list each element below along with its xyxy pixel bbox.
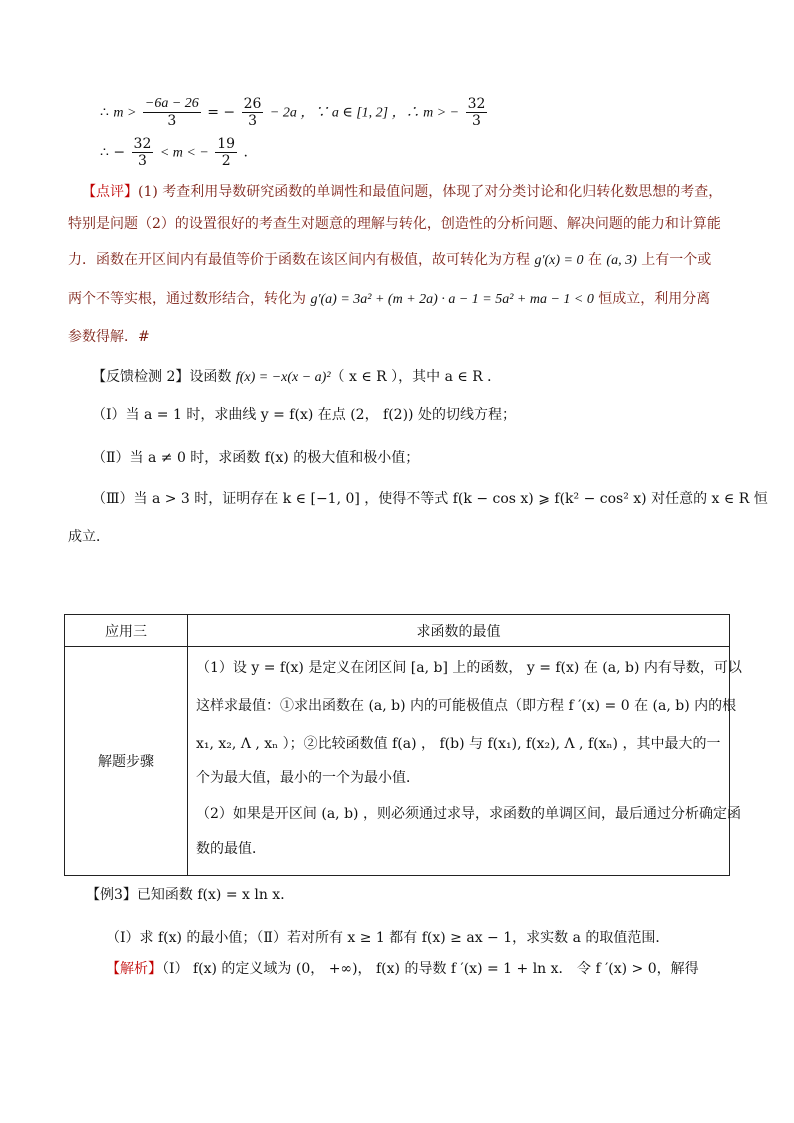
example-question bbox=[106, 927, 669, 949]
fraction-4-denominator: 3 bbox=[138, 153, 147, 169]
fraction-2-numerator: 26 bbox=[243, 96, 262, 112]
solution-line-1 bbox=[100, 96, 489, 129]
feedback-q3-cont-text: 成立． bbox=[68, 529, 110, 545]
comment-text-3c: 上有一个或 bbox=[636, 252, 712, 268]
feedback-domain: （ x ∈ R ），其中 a ∈ R ． bbox=[330, 369, 502, 385]
period: . bbox=[243, 144, 248, 161]
comment-tag: 【点评】 bbox=[82, 184, 138, 200]
example-text: 已知函数 f(x) = x ln x． bbox=[136, 887, 295, 903]
example-heading bbox=[86, 884, 294, 906]
comment-text-4a: 两个不等实根，通过数形结合，转化为 bbox=[68, 291, 311, 307]
step1-line2: 这样求最值：①求出函数在 (a, b) 内的可能极值点（即方程 f ′(x) = 0 在 (a, b) 内的根 bbox=[196, 698, 737, 714]
comment-text-3b: 在 bbox=[583, 252, 607, 268]
feedback-q3 bbox=[92, 488, 768, 510]
table-content-cell bbox=[188, 647, 742, 876]
equals-minus: = − bbox=[207, 104, 236, 121]
comment-text-1: (1) 考查利用导数研究函数的单调性和最值问题，体现了对分类讨论和化归转化数思想的考查， bbox=[138, 184, 723, 200]
comment-line-5 bbox=[68, 326, 150, 348]
step1-line3: x₁, x₂, Λ , xₙ ）；②比较函数值 f(a) ， f(b) 与 f(x₁), f(x₂), Λ , f(xₙ) ，其中最大的一 bbox=[196, 736, 721, 752]
example-tag: 【例3】 bbox=[86, 887, 137, 903]
step1-line4: 个为最大值，最小的一个为最小值． bbox=[196, 770, 420, 786]
feedback-q3-cont bbox=[68, 526, 110, 548]
fraction-4 bbox=[132, 136, 154, 169]
range-inequality: < m < − bbox=[159, 145, 209, 161]
method-table bbox=[64, 614, 742, 876]
table-row-label bbox=[65, 647, 188, 876]
fraction-3 bbox=[466, 96, 488, 129]
example-question-text: （Ⅰ）求 f(x) 的最小值；（Ⅱ）若对所有 x ≥ 1 都有 f(x) ≥ ax − 1，求实数 a 的取值范围． bbox=[106, 930, 670, 946]
comment-text-3a: 力．函数在开区间内有最值等价于函数在该区间内有极值，故可转化为方程 bbox=[68, 252, 535, 268]
fraction-2 bbox=[242, 96, 264, 129]
feedback-intro-text: 设函数 bbox=[189, 369, 236, 385]
comment-math-3: g′(x) = 0 bbox=[534, 253, 584, 268]
step2-line1: （2）如果是开区间 (a, b) ，则必须通过求导，求函数的单调区间，最后通过分析确定函 bbox=[196, 806, 741, 822]
feedback-q2-text: （Ⅱ）当 a ≠ 0 时，求函数 f(x) 的极大值和极小值； bbox=[92, 450, 420, 466]
feedback-q1 bbox=[92, 404, 516, 426]
feedback-tag: 【反馈检测 2】 bbox=[92, 369, 190, 385]
feedback-intro bbox=[92, 366, 501, 389]
fraction-1-denominator: 3 bbox=[167, 113, 177, 129]
table-header-left bbox=[65, 615, 188, 647]
fraction-1 bbox=[143, 96, 201, 129]
header-right-text: 求函数的最值 bbox=[416, 623, 501, 640]
comment-line-1 bbox=[82, 181, 722, 203]
fraction-4-numerator: 32 bbox=[133, 136, 152, 152]
fraction-1-numerator: −6a − 26 bbox=[144, 96, 199, 111]
comment-line-2 bbox=[68, 213, 721, 235]
comment-line-3 bbox=[68, 249, 711, 272]
feedback-q3-text: （Ⅲ）当 a > 3 时，证明存在 k ∈ [−1, 0] ，使得不等式 f(k − cos x) ⩾ f(k² − cos² x) 对任意的 x ∈ R 恒 bbox=[92, 491, 768, 507]
table-header-right bbox=[188, 615, 730, 647]
fraction-2-denominator: 3 bbox=[248, 113, 257, 129]
comment-line-4 bbox=[68, 288, 710, 311]
therefore-minus: ∴ − bbox=[100, 144, 126, 161]
solution-tag: 【解析】 bbox=[106, 961, 162, 977]
fraction-3-denominator: 3 bbox=[472, 113, 481, 129]
minus-2a-condition: − 2a ，∵ a ∈ [1, 2] ，∴ m > − bbox=[269, 105, 460, 121]
therefore-symbol: ∴ bbox=[100, 104, 109, 121]
comment-math-3b: (a, 3) bbox=[606, 253, 637, 268]
inequality-lhs: m > bbox=[113, 105, 137, 121]
comment-text-5: 参数得解．# bbox=[68, 329, 150, 345]
feedback-q1-text: （Ⅰ）当 a = 1 时，求曲线 y = f(x) 在点 (2， f(2)) 处的切线方程； bbox=[92, 407, 516, 423]
fraction-5 bbox=[215, 136, 237, 169]
solution-line-2 bbox=[100, 136, 248, 169]
step1-line1: （1）设 y = f(x) 是定义在闭区间 [a, b] 上的函数， y = f(x) 在 (a, b) 内有导数，可以 bbox=[196, 660, 742, 676]
comment-text-4b: 恒成立，利用分离 bbox=[593, 291, 711, 307]
fraction-5-denominator: 2 bbox=[221, 153, 231, 169]
row-label-text: 解题步骤 bbox=[98, 754, 154, 770]
step2-line2: 数的最值． bbox=[196, 841, 266, 857]
example-solution bbox=[106, 958, 699, 980]
header-left-text: 应用三 bbox=[105, 623, 147, 640]
comment-text-2: 特别是问题（2）的设置很好的考查生对题意的理解与转化，创造性的分析问题、解决问题的能力和计算能 bbox=[68, 216, 721, 232]
feedback-q2 bbox=[92, 447, 419, 469]
fraction-5-numerator: 19 bbox=[217, 136, 236, 152]
fraction-3-numerator: 32 bbox=[467, 96, 486, 112]
comment-math-4: g′(a) = 3a² + (m + 2a) · a − 1 = 5a² + ma − 1 < 0 bbox=[310, 292, 594, 307]
solution-text: （Ⅰ） f(x) 的定义域为 (0， +∞)， f(x) 的导数 f ′(x) = 1 + ln x． 令 f ′(x) > 0，解得 bbox=[162, 961, 699, 977]
feedback-function: f(x) = −x(x − a)² bbox=[235, 370, 331, 385]
